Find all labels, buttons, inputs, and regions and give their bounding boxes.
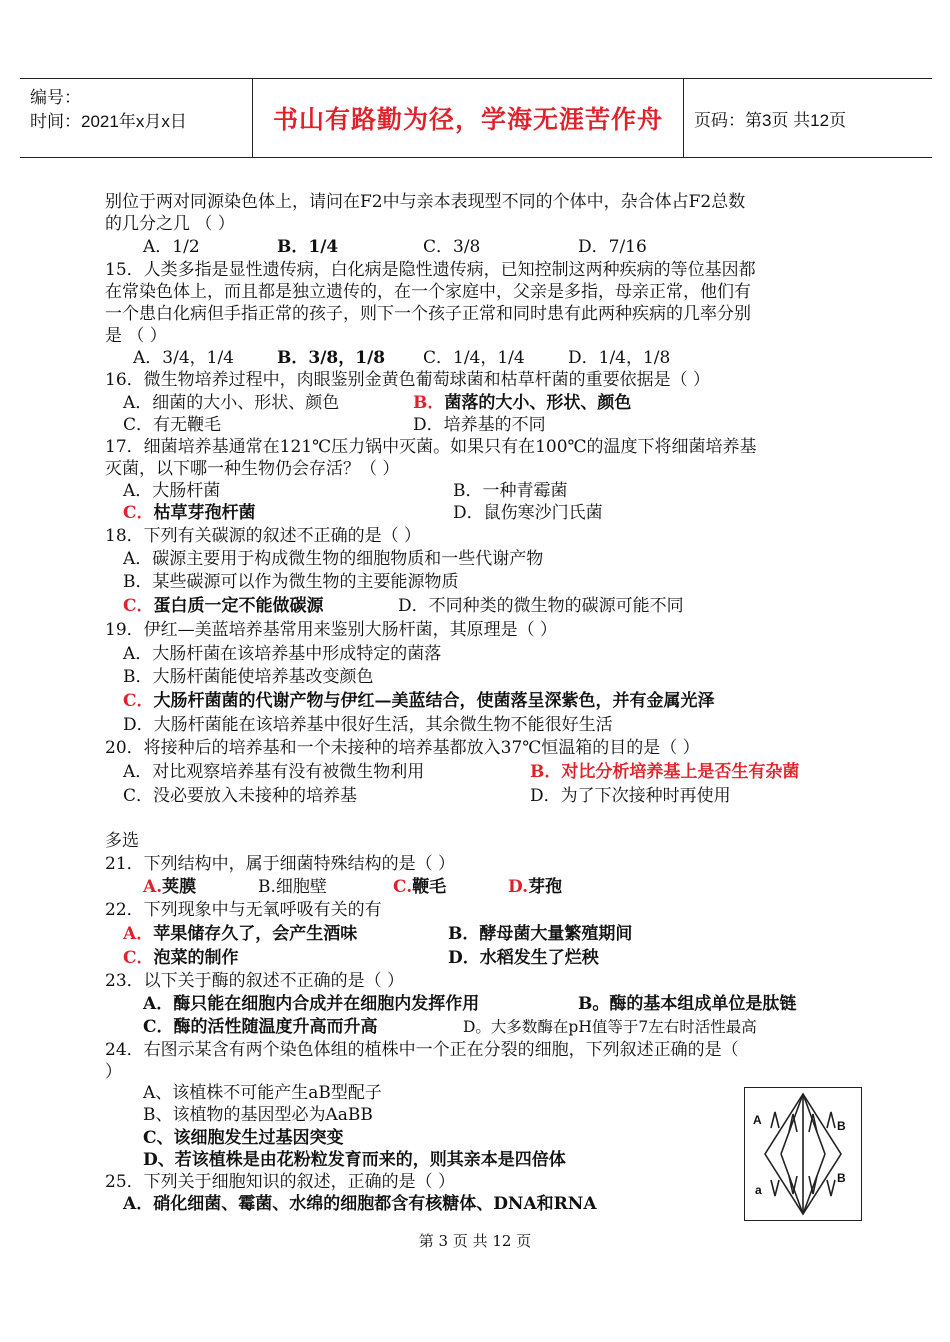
- option-d: D．7/16: [578, 237, 647, 257]
- option-text: 蛋白质一定不能做碳源: [153, 596, 324, 616]
- option-c: [393, 876, 446, 898]
- page-footer: 第 3 页 共 12 页: [418, 1232, 532, 1250]
- option-d: D．不同种类的微生物的碳源可能不同: [398, 596, 684, 616]
- chromosome: [827, 1180, 835, 1196]
- question-text: 在常染色体上，而且都是独立遗传的，在一个家庭中，父亲是多指，母亲正常，他们有: [105, 282, 751, 302]
- option-a: A．3/4，1/4: [133, 348, 234, 368]
- option-text: 菌落的大小、形状、颜色: [444, 393, 632, 413]
- option-text: 大肠杆菌菌的代谢产物与伊红—美蓝结合，使菌落呈深紫色，并有金属光泽: [153, 691, 715, 711]
- option-c: C．没必要放入未接种的培养基: [123, 786, 358, 806]
- option-b: B．对比分析培养基上是否生有杂菌: [530, 762, 800, 782]
- option-a: A．硝化细菌、霉菌、水绵的细胞都含有核糖体、DNA和RNA: [123, 1194, 597, 1214]
- option-c: C．1/4，1/4: [423, 348, 525, 368]
- option-d: D．1/4，1/8: [568, 348, 671, 368]
- question-text: 是 （ ）: [105, 326, 167, 346]
- section-title: 多选: [105, 831, 139, 851]
- question-text: 20．将接种后的培养基和一个未接种的培养基都放入37℃恒温箱的目的是（ ）: [105, 738, 700, 758]
- option-b: B。酶的基本组成单位是肽链: [578, 994, 797, 1014]
- option-c: [123, 595, 324, 617]
- option-a: A．碳源主要用于构成微生物的细胞物质和一些代谢产物: [123, 549, 544, 569]
- question-text: 25．下列关于细胞知识的叙述，正确的是（ ）: [105, 1172, 456, 1192]
- page-header: [20, 78, 932, 158]
- number-label: 编号：: [30, 88, 81, 107]
- option-letter: A．: [123, 924, 154, 944]
- option-a: A、该植株不可能产生aB型配子: [143, 1083, 382, 1103]
- option-d: D．水稻发生了烂秧: [448, 948, 599, 968]
- header-page-cell: [684, 79, 932, 157]
- option-c: C．有无鞭毛: [123, 415, 222, 435]
- option-a: A．1/2: [143, 237, 200, 257]
- option-c: C．酶的活性随温度升高而升高: [143, 1017, 378, 1037]
- option-text: 芽孢: [528, 877, 563, 897]
- option-b: B.细胞壁: [258, 877, 327, 897]
- option-b: B．酵母菌大量繁殖期间: [448, 924, 633, 944]
- option-c: [123, 947, 239, 969]
- option-a: A．对比观察培养基有没有被微生物利用: [123, 762, 425, 782]
- question-text: 24．右图示某含有两个染色体组的植株中一个正在分裂的细胞，下列叙述正确的是（: [105, 1040, 739, 1060]
- time-label: 时间：2021年x月x日: [30, 112, 187, 131]
- option-letter: A.: [143, 877, 163, 897]
- gene-label: B: [837, 1119, 846, 1133]
- option-a: [143, 876, 196, 898]
- option-b: B．1/4: [277, 237, 339, 257]
- option-a: A．酶只能在细胞内合成并在细胞内发挥作用: [143, 994, 480, 1014]
- option-a: A．细菌的大小、形状、颜色: [123, 393, 340, 413]
- option-text: 鞭毛: [412, 877, 447, 897]
- gene-label: B: [837, 1171, 846, 1185]
- question-text: ）: [105, 1062, 122, 1082]
- chromosome: [771, 1112, 779, 1128]
- option-text: 枯草芽孢杆菌: [153, 503, 256, 523]
- option-a: A．大肠杆菌: [123, 481, 221, 501]
- question-text: 19．伊红—美蓝培养基常用来鉴别大肠杆菌，其原理是（ ）: [105, 620, 558, 640]
- cell-diagram: [745, 1088, 861, 1220]
- question-text: 灭菌，以下哪一种生物仍会存活？（ ）: [105, 459, 400, 479]
- option-d: [508, 876, 562, 898]
- option-c: [123, 690, 715, 712]
- option-text: 荚膜: [162, 877, 197, 897]
- option-d: D．鼠伤寒沙门氏菌: [453, 503, 603, 523]
- option-text: 苹果储存久了，会产生酒味: [153, 924, 358, 944]
- question-text: 23．以下关于酶的叙述不正确的是（ ）: [105, 971, 405, 991]
- question-text: 的几分之几 （ ）: [105, 214, 235, 234]
- gene-label: A: [753, 1113, 762, 1127]
- question-text: 22．下列现象中与无氧呼吸有关的有: [105, 900, 382, 920]
- header-motto-cell: [253, 79, 684, 157]
- option-b: B．某些碳源可以作为微生物的主要能源物质: [123, 572, 459, 592]
- question-text: 16．微生物培养过程中，肉眼鉴别金黄色葡萄球菌和枯草杆菌的重要依据是（ ）: [105, 370, 711, 390]
- option-letter: C.: [393, 877, 413, 897]
- question-text: 17．细菌培养基通常在121℃压力锅中灭菌。如果只有在100℃的温度下将细菌培养基: [105, 437, 757, 457]
- option-d: D．为了下次接种时再使用: [530, 786, 731, 806]
- cell-division-figure: [744, 1087, 862, 1221]
- question-text: 18．下列有关碳源的叙述不正确的是（ ）: [105, 526, 422, 546]
- question-text: 15．人类多指是显性遗传病，白化病是隐性遗传病，已知控制这两种疾病的等位基因都: [105, 260, 756, 280]
- option-c: [123, 502, 256, 524]
- option-letter: C．: [123, 503, 154, 523]
- option-b: B．3/8，1/8: [277, 348, 386, 368]
- option-letter: C．: [123, 691, 154, 711]
- option-letter: C．: [123, 948, 154, 968]
- option-b: [413, 392, 631, 414]
- question-text: 别位于两对同源染色体上，请问在F2中与亲本表现型不同的个体中，杂合体占F2总数: [105, 192, 746, 212]
- option-b: B、该植物的基因型必为AaBB: [143, 1105, 373, 1125]
- option-a: A．大肠杆菌在该培养基中形成特定的菌落: [123, 644, 442, 664]
- page-label: 页码：第3页 共12页: [694, 110, 847, 130]
- option-b: B．大肠杆菌能使培养基改变颜色: [123, 667, 374, 687]
- option-letter: C．: [123, 596, 154, 616]
- chromosome: [827, 1112, 835, 1128]
- header-meta-cell: [20, 79, 253, 157]
- question-text: 21．下列结构中，属于细菌特殊结构的是（ ）: [105, 854, 456, 874]
- gene-label: a: [755, 1183, 762, 1197]
- motto: 书山有路勤为径，学海无涯苦作舟: [272, 105, 663, 134]
- option-letter: B．: [413, 393, 445, 413]
- option-a: [123, 923, 357, 945]
- option-d: D。大多数酶在pH值等于7左右时活性最高: [463, 1018, 757, 1036]
- option-d: D．大肠杆菌能在该培养基中很好生活，其余微生物不能很好生活: [123, 715, 613, 735]
- option-text: 泡菜的制作: [153, 948, 239, 968]
- option-d: D．培养基的不同: [413, 415, 546, 435]
- option-b: B．一种青霉菌: [453, 481, 568, 501]
- option-letter: D.: [508, 877, 529, 897]
- chromosome: [771, 1180, 779, 1196]
- option-c: C．3/8: [423, 237, 481, 257]
- option-d: D、若该植株是由花粉粒发育而来的，则其亲本是四倍体: [143, 1150, 566, 1170]
- option-c: C、该细胞发生过基因突变: [143, 1128, 344, 1148]
- question-text: 一个患白化病但手指正常的孩子，则下一个孩子正常和同时患有此两种疾病的几率分别: [105, 304, 751, 324]
